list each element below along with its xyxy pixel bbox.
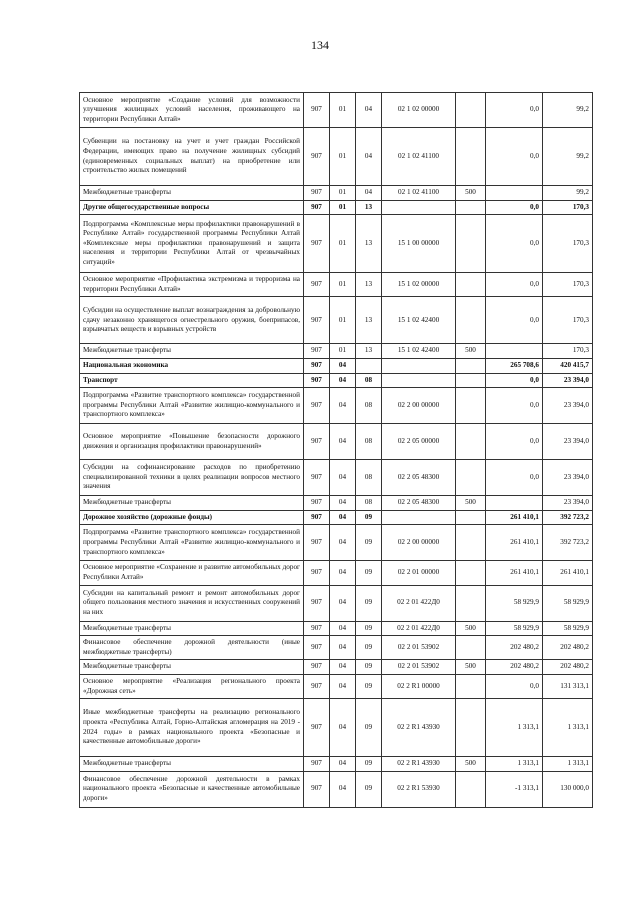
cell-amount-1: 0,0 xyxy=(486,373,543,388)
cell-ministry: 907 xyxy=(304,636,330,660)
cell-subsection: 13 xyxy=(356,297,382,344)
cell-section: 04 xyxy=(330,496,356,511)
row-name: Основное мероприятие «Сохранение и развитие автомобильных дорог Республики Алтай» xyxy=(80,561,304,585)
cell-subsection: 09 xyxy=(356,585,382,621)
cell-ministry: 907 xyxy=(304,344,330,359)
table-row xyxy=(80,699,593,757)
cell-amount-1: 58 929,9 xyxy=(486,621,543,636)
cell-subsection: 09 xyxy=(356,771,382,807)
cell-amount-2: 202 480,2 xyxy=(543,660,593,675)
cell-amount-2: 392 723,2 xyxy=(543,525,593,561)
table-row xyxy=(80,585,593,621)
cell-ministry: 907 xyxy=(304,215,330,273)
cell-amount-2: 170,3 xyxy=(543,200,593,215)
cell-section: 01 xyxy=(330,128,356,186)
cell-amount-2: 392 723,2 xyxy=(543,510,593,525)
cell-subsection: 13 xyxy=(356,200,382,215)
row-name: Основное мероприятие «Реализация регионального проекта «Дорожная сеть» xyxy=(80,674,304,698)
cell-amount-1: 0,0 xyxy=(486,128,543,186)
row-name: Дорожное хозяйство (дорожные фонды) xyxy=(80,510,304,525)
cell-expense-type xyxy=(456,771,486,807)
cell-amount-2: 170,3 xyxy=(543,215,593,273)
cell-amount-2: 99,2 xyxy=(543,93,593,128)
cell-expense-type xyxy=(456,388,486,424)
cell-expense-type xyxy=(456,424,486,460)
cell-amount-2: 1 313,1 xyxy=(543,757,593,772)
row-name: Подпрограмма «Комплексные меры профилактики правонарушений в Республике Алтай» государственной программы Республики Алтай «Комплексные меры профилактики правонарушений и защита населения и территории Республики Алтай от чрезвычайных ситуаций» xyxy=(80,215,304,273)
cell-section: 04 xyxy=(330,373,356,388)
table-row xyxy=(80,93,593,128)
cell-ministry: 907 xyxy=(304,358,330,373)
cell-target-article: 02 1 02 41100 xyxy=(382,186,456,201)
row-name: Субвенции на постановку на учет и учет граждан Российской Федерации, имеющих право на получение жилищных субсидий (единовременных социальных выплат) на приобретение или строительство жилых помещений xyxy=(80,128,304,186)
cell-target-article: 02 1 02 00000 xyxy=(382,93,456,128)
cell-target-article: 02 2 01 53902 xyxy=(382,660,456,675)
cell-amount-2: 23 394,0 xyxy=(543,424,593,460)
cell-subsection: 13 xyxy=(356,215,382,273)
table-row xyxy=(80,496,593,511)
cell-ministry: 907 xyxy=(304,297,330,344)
cell-expense-type: 500 xyxy=(456,496,486,511)
cell-ministry: 907 xyxy=(304,460,330,496)
cell-target-article: 02 2 R1 00000 xyxy=(382,674,456,698)
cell-ministry: 907 xyxy=(304,660,330,675)
cell-target-article: 02 2 01 422Д0 xyxy=(382,621,456,636)
cell-amount-1 xyxy=(486,496,543,511)
cell-subsection xyxy=(356,358,382,373)
cell-subsection: 09 xyxy=(356,757,382,772)
cell-amount-1 xyxy=(486,186,543,201)
cell-target-article: 02 1 02 41100 xyxy=(382,128,456,186)
cell-expense-type xyxy=(456,674,486,698)
row-name: Основное мероприятие «Профилактика экстремизма и терроризма на территории Республики Алтай» xyxy=(80,273,304,297)
table-row xyxy=(80,128,593,186)
cell-ministry: 907 xyxy=(304,621,330,636)
cell-section: 04 xyxy=(330,771,356,807)
cell-ministry: 907 xyxy=(304,585,330,621)
cell-section: 04 xyxy=(330,510,356,525)
cell-target-article: 02 2 R1 53930 xyxy=(382,771,456,807)
row-name: Основное мероприятие «Создание условий для возможности улучшения жилищных условий населения, проживающего на территории Республики Алтай» xyxy=(80,93,304,128)
row-name: Межбюджетные трансферты xyxy=(80,660,304,675)
cell-expense-type: 500 xyxy=(456,757,486,772)
cell-amount-1: 0,0 xyxy=(486,215,543,273)
cell-section: 04 xyxy=(330,388,356,424)
cell-expense-type xyxy=(456,460,486,496)
row-name: Финансовое обеспечение дорожной деятельности (иные межбюджетные трансферты) xyxy=(80,636,304,660)
cell-subsection: 13 xyxy=(356,344,382,359)
cell-subsection: 09 xyxy=(356,660,382,675)
cell-ministry: 907 xyxy=(304,424,330,460)
cell-amount-2: 170,3 xyxy=(543,273,593,297)
cell-amount-2: 58 929,9 xyxy=(543,621,593,636)
cell-expense-type xyxy=(456,215,486,273)
cell-amount-1: 58 929,9 xyxy=(486,585,543,621)
cell-target-article xyxy=(382,358,456,373)
cell-expense-type: 500 xyxy=(456,660,486,675)
cell-subsection: 09 xyxy=(356,699,382,757)
cell-expense-type xyxy=(456,273,486,297)
cell-target-article: 15 1 02 00000 xyxy=(382,273,456,297)
cell-amount-1: 261 410,1 xyxy=(486,510,543,525)
cell-amount-1: 265 708,6 xyxy=(486,358,543,373)
cell-subsection: 08 xyxy=(356,424,382,460)
cell-section: 01 xyxy=(330,215,356,273)
cell-amount-2: 170,3 xyxy=(543,297,593,344)
cell-expense-type xyxy=(456,358,486,373)
row-name: Межбюджетные трансферты xyxy=(80,621,304,636)
cell-target-article: 02 2 01 422Д0 xyxy=(382,585,456,621)
table-row xyxy=(80,460,593,496)
cell-subsection: 04 xyxy=(356,128,382,186)
cell-amount-1: 202 480,2 xyxy=(486,636,543,660)
row-name: Субсидии на софинансирование расходов по приобретению специализированной техники в целях реализации вопросов местного значения xyxy=(80,460,304,496)
row-name: Субсидии на капитальный ремонт и ремонт автомобильных дорог общего пользования местного значения и искусственных сооружений на них xyxy=(80,585,304,621)
table-row xyxy=(80,674,593,698)
row-name: Национальная экономика xyxy=(80,358,304,373)
cell-subsection: 09 xyxy=(356,674,382,698)
row-name: Межбюджетные трансферты xyxy=(80,496,304,511)
cell-section: 04 xyxy=(330,561,356,585)
row-name: Межбюджетные трансферты xyxy=(80,186,304,201)
row-name: Межбюджетные трансферты xyxy=(80,757,304,772)
cell-amount-2: 420 415,7 xyxy=(543,358,593,373)
cell-amount-1: 0,0 xyxy=(486,460,543,496)
cell-target-article: 15 1 00 00000 xyxy=(382,215,456,273)
cell-expense-type xyxy=(456,699,486,757)
row-name: Другие общегосударственные вопросы xyxy=(80,200,304,215)
cell-expense-type: 500 xyxy=(456,186,486,201)
cell-amount-2: 23 394,0 xyxy=(543,496,593,511)
cell-amount-2: 202 480,2 xyxy=(543,636,593,660)
table-row xyxy=(80,373,593,388)
cell-amount-2: 23 394,0 xyxy=(543,460,593,496)
cell-expense-type xyxy=(456,561,486,585)
cell-ministry: 907 xyxy=(304,510,330,525)
table-row xyxy=(80,297,593,344)
table-row xyxy=(80,344,593,359)
cell-target-article: 02 2 00 00000 xyxy=(382,525,456,561)
cell-amount-2: 99,2 xyxy=(543,186,593,201)
row-name: Финансовое обеспечение дорожной деятельности в рамках национального проекта «Безопасные и качественные автомобильные дороги» xyxy=(80,771,304,807)
budget-table xyxy=(79,92,593,808)
cell-ministry: 907 xyxy=(304,757,330,772)
cell-ministry: 907 xyxy=(304,273,330,297)
table-row xyxy=(80,771,593,807)
cell-section: 01 xyxy=(330,93,356,128)
cell-expense-type: 500 xyxy=(456,344,486,359)
table-row xyxy=(80,525,593,561)
cell-ministry: 907 xyxy=(304,186,330,201)
row-name: Подпрограмма «Развитие транспортного комплекса» государственной программы Республики Алтай «Развитие жилищно-коммунального и транспортного комплекса» xyxy=(80,525,304,561)
table-row xyxy=(80,636,593,660)
cell-expense-type xyxy=(456,93,486,128)
cell-section: 04 xyxy=(330,358,356,373)
cell-section: 01 xyxy=(330,186,356,201)
cell-subsection: 08 xyxy=(356,460,382,496)
cell-target-article: 02 2 01 00000 xyxy=(382,561,456,585)
cell-subsection: 09 xyxy=(356,636,382,660)
cell-target-article: 02 2 01 53902 xyxy=(382,636,456,660)
cell-section: 04 xyxy=(330,757,356,772)
table-row xyxy=(80,510,593,525)
cell-ministry: 907 xyxy=(304,93,330,128)
cell-amount-2: 261 410,1 xyxy=(543,561,593,585)
cell-expense-type xyxy=(456,585,486,621)
cell-expense-type xyxy=(456,510,486,525)
cell-amount-2: 58 929,9 xyxy=(543,585,593,621)
cell-expense-type xyxy=(456,636,486,660)
cell-amount-1: 202 480,2 xyxy=(486,660,543,675)
cell-subsection: 09 xyxy=(356,525,382,561)
cell-amount-1: 261 410,1 xyxy=(486,525,543,561)
table-row xyxy=(80,186,593,201)
cell-amount-1: 0,0 xyxy=(486,297,543,344)
table-row xyxy=(80,660,593,675)
row-name: Субсидии на осуществление выплат вознаграждения за добровольную сдачу незаконно хранящегося огнестрельного оружия, боеприпасов, взрывчатых веществ и взрывных устройств xyxy=(80,297,304,344)
cell-subsection: 04 xyxy=(356,186,382,201)
row-name: Иные межбюджетные трансферты на реализацию регионального проекта «Республика Алтай, Горно-Алтайская агломерация на 2019 - 2024 годы» в рамках национального проекта «Безопасные и качественные автомобильные дороги» xyxy=(80,699,304,757)
cell-expense-type xyxy=(456,297,486,344)
cell-section: 04 xyxy=(330,621,356,636)
table-row xyxy=(80,757,593,772)
cell-amount-1: 0,0 xyxy=(486,273,543,297)
cell-target-article xyxy=(382,510,456,525)
cell-subsection: 08 xyxy=(356,373,382,388)
row-name: Межбюджетные трансферты xyxy=(80,344,304,359)
cell-amount-1: -1 313,1 xyxy=(486,771,543,807)
cell-amount-1 xyxy=(486,344,543,359)
cell-section: 04 xyxy=(330,424,356,460)
cell-section: 04 xyxy=(330,525,356,561)
cell-section: 04 xyxy=(330,699,356,757)
page-number: 134 xyxy=(311,38,329,52)
cell-amount-2: 170,3 xyxy=(543,344,593,359)
cell-target-article: 02 2 05 00000 xyxy=(382,424,456,460)
cell-target-article: 02 2 00 00000 xyxy=(382,388,456,424)
cell-amount-2: 130 000,0 xyxy=(543,771,593,807)
cell-section: 04 xyxy=(330,585,356,621)
cell-amount-1: 0,0 xyxy=(486,388,543,424)
cell-subsection: 04 xyxy=(356,93,382,128)
cell-section: 01 xyxy=(330,297,356,344)
cell-section: 04 xyxy=(330,660,356,675)
cell-amount-1: 0,0 xyxy=(486,424,543,460)
row-name: Подпрограмма «Развитие транспортного комплекса» государственной программы Республики Алтай «Развитие жилищно-коммунального и транспортного комплекса» xyxy=(80,388,304,424)
cell-target-article: 02 2 R1 43930 xyxy=(382,757,456,772)
table-row xyxy=(80,424,593,460)
cell-section: 04 xyxy=(330,460,356,496)
cell-ministry: 907 xyxy=(304,496,330,511)
cell-section: 01 xyxy=(330,344,356,359)
table-row xyxy=(80,358,593,373)
cell-amount-1: 261 410,1 xyxy=(486,561,543,585)
cell-section: 04 xyxy=(330,636,356,660)
row-name: Основное мероприятие «Повышение безопасности дорожного движения и организация профилактики правонарушений» xyxy=(80,424,304,460)
table-row xyxy=(80,273,593,297)
cell-amount-2: 99,2 xyxy=(543,128,593,186)
cell-amount-1: 1 313,1 xyxy=(486,699,543,757)
cell-target-article: 02 2 R1 43930 xyxy=(382,699,456,757)
cell-section: 01 xyxy=(330,200,356,215)
cell-ministry: 907 xyxy=(304,200,330,215)
cell-ministry: 907 xyxy=(304,699,330,757)
cell-ministry: 907 xyxy=(304,525,330,561)
cell-section: 01 xyxy=(330,273,356,297)
cell-ministry: 907 xyxy=(304,561,330,585)
table-row xyxy=(80,561,593,585)
cell-subsection: 09 xyxy=(356,621,382,636)
cell-amount-1: 0,0 xyxy=(486,200,543,215)
cell-amount-2: 131 313,1 xyxy=(543,674,593,698)
cell-ministry: 907 xyxy=(304,674,330,698)
cell-ministry: 907 xyxy=(304,373,330,388)
cell-target-article: 02 2 05 48300 xyxy=(382,496,456,511)
cell-subsection: 08 xyxy=(356,496,382,511)
cell-amount-1: 0,0 xyxy=(486,93,543,128)
cell-ministry: 907 xyxy=(304,771,330,807)
table-row xyxy=(80,621,593,636)
row-name: Транспорт xyxy=(80,373,304,388)
table-row xyxy=(80,388,593,424)
cell-expense-type xyxy=(456,128,486,186)
cell-expense-type xyxy=(456,525,486,561)
cell-target-article xyxy=(382,200,456,215)
cell-expense-type xyxy=(456,373,486,388)
cell-amount-2: 23 394,0 xyxy=(543,388,593,424)
cell-target-article: 15 1 02 42400 xyxy=(382,344,456,359)
cell-target-article xyxy=(382,373,456,388)
cell-target-article: 15 1 02 42400 xyxy=(382,297,456,344)
table-row xyxy=(80,215,593,273)
table-row xyxy=(80,200,593,215)
cell-amount-2: 1 313,1 xyxy=(543,699,593,757)
cell-amount-1: 1 313,1 xyxy=(486,757,543,772)
cell-subsection: 08 xyxy=(356,388,382,424)
cell-subsection: 09 xyxy=(356,510,382,525)
cell-target-article: 02 2 05 48300 xyxy=(382,460,456,496)
cell-expense-type xyxy=(456,200,486,215)
cell-amount-2: 23 394,0 xyxy=(543,373,593,388)
cell-subsection: 13 xyxy=(356,273,382,297)
cell-expense-type: 500 xyxy=(456,621,486,636)
cell-subsection: 09 xyxy=(356,561,382,585)
cell-section: 04 xyxy=(330,674,356,698)
cell-amount-1: 0,0 xyxy=(486,674,543,698)
cell-ministry: 907 xyxy=(304,128,330,186)
cell-ministry: 907 xyxy=(304,388,330,424)
